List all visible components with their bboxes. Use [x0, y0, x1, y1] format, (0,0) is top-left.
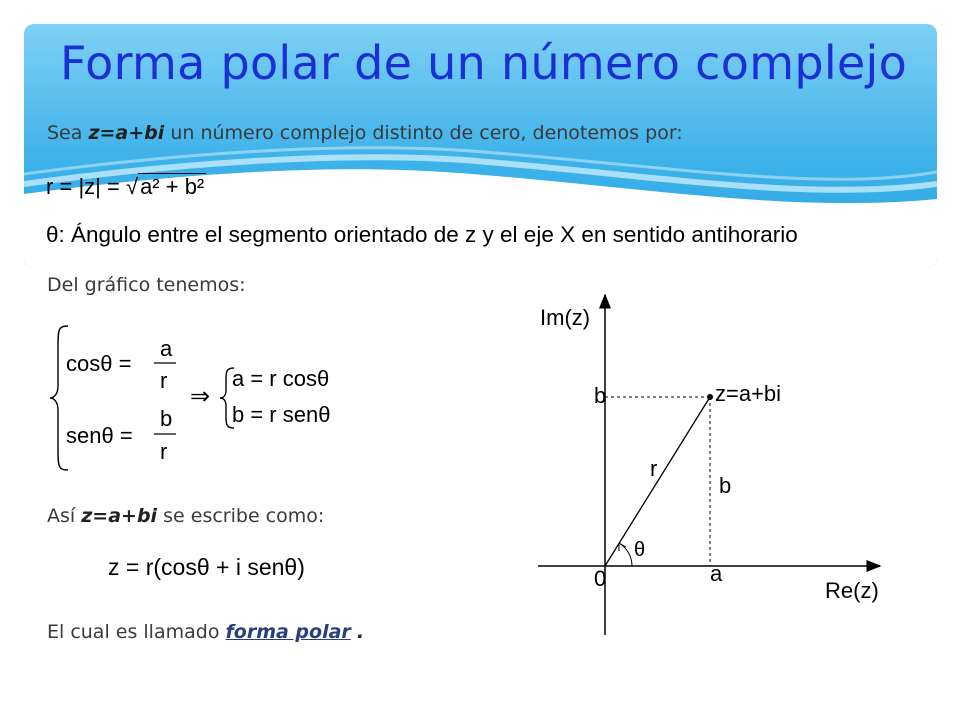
- abs-z: |z|: [78, 174, 101, 199]
- r-label: r: [650, 456, 658, 481]
- sqrt-symbol: √: [125, 174, 139, 199]
- theta-text: : Ángulo entre el segmento orientado de z y el eje X en sentido antihorario: [58, 222, 798, 247]
- r-eq2: =: [107, 174, 120, 199]
- called-line: [47, 621, 364, 643]
- vector-r: [605, 397, 710, 566]
- thus-z: z=a+bi: [81, 505, 158, 527]
- polar-formula: z = r(cosθ + i senθ): [108, 554, 305, 580]
- called-suffix: .: [356, 621, 365, 643]
- thus-line: [47, 505, 324, 527]
- theta-symbol: θ: [46, 222, 59, 247]
- b-side-label: b: [719, 473, 732, 498]
- r-eq: =: [59, 174, 73, 199]
- implies-arrow: ⇒: [190, 383, 211, 410]
- sen-numerator: b: [160, 406, 173, 431]
- origin-label: 0: [594, 566, 607, 591]
- r-definition: [46, 174, 206, 200]
- x-axis-label: Re(z): [825, 578, 879, 603]
- equation-system: [50, 318, 380, 478]
- intro-z: z=a+bi: [88, 122, 165, 144]
- point-z: [707, 394, 713, 400]
- radicand: a² + b²: [140, 174, 205, 199]
- r-symbol: r: [46, 174, 54, 199]
- theta-definition: [46, 222, 798, 248]
- intro-line: [47, 122, 683, 144]
- b-axis-label: b: [594, 383, 607, 408]
- page-title: Forma polar de un número complejo: [60, 36, 908, 90]
- sen-denominator: r: [160, 439, 168, 464]
- left-brace: [50, 326, 68, 470]
- complex-plane-graph: [520, 280, 940, 650]
- called-prefix: El cual es llamado: [47, 621, 220, 643]
- result-b: b = r senθ: [232, 402, 331, 427]
- angle-label: θ: [634, 539, 646, 561]
- intro-suffix: un número complejo distinto de cero, denotemos por:: [170, 122, 683, 144]
- cos-denominator: r: [160, 368, 168, 393]
- a-axis-label: a: [710, 561, 723, 586]
- cos-lhs: cosθ =: [66, 351, 132, 376]
- cos-numerator: a: [160, 336, 173, 361]
- point-label: z=a+bi: [715, 381, 782, 406]
- y-axis-label: Im(z): [540, 305, 591, 330]
- intro-prefix: Sea: [47, 122, 83, 144]
- thus-suffix: se escribe como:: [163, 505, 325, 527]
- result-a: a = r cosθ: [232, 366, 330, 391]
- from-graph-text: Del gráfico tenemos:: [47, 274, 246, 296]
- thus-prefix: Así: [47, 505, 76, 527]
- polar-form-term: forma polar: [225, 621, 351, 643]
- sen-lhs: senθ =: [66, 423, 133, 448]
